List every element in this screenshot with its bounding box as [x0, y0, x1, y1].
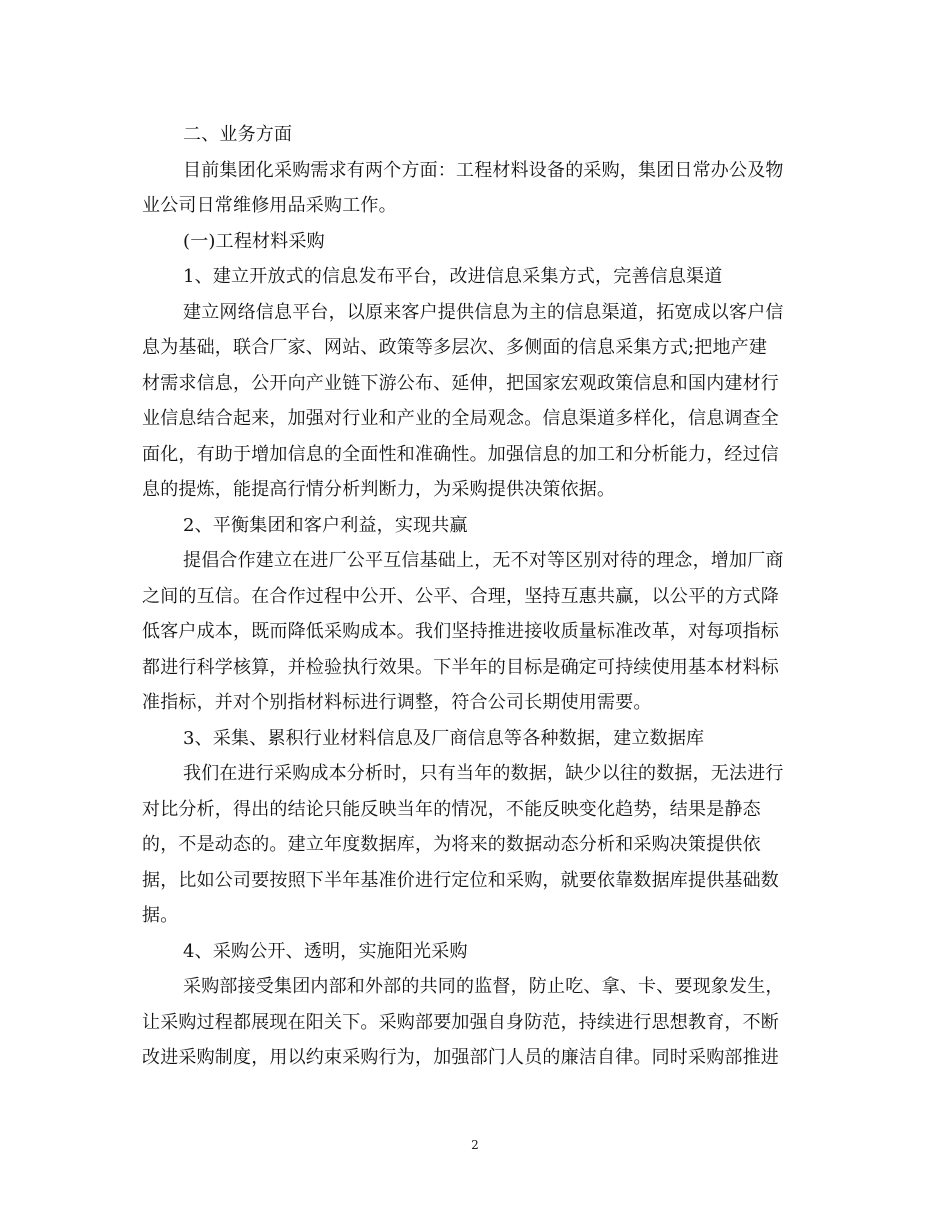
paragraph-line: 息为基础，联合厂家、网站、政策等多层次、多侧面的信息采集方式;把地产建: [142, 337, 768, 358]
item-heading: 3、采集、累积行业材料信息及厂商信息等各种数据，建立数据库: [183, 727, 705, 749]
paragraph-line: 改进采购制度，用以约束采购行为，加强部门人员的廉洁自律。同时采购部推进: [142, 1047, 779, 1068]
paragraph-line: 目前集团化采购需求有两个方面：工程材料设备的采购，集团日常办公及物: [183, 159, 784, 181]
item-heading: 1、建立开放式的信息发布平台，改进信息采集方式，完善信息渠道: [183, 266, 723, 287]
paragraph-line: 都进行科学核算，并检验执行效果。下半年的目标是确定可持续使用基本材料标: [142, 656, 779, 678]
subsection-heading: (一)工程材料采购: [183, 230, 325, 252]
page-number: 2: [471, 1138, 479, 1152]
paragraph-line: 之间的互信。在合作过程中公开、公平、合理，坚持互惠共赢，以公平的方式降: [142, 585, 779, 607]
paragraph-line: 提倡合作建立在进厂公平互信基础上，无不对等区别对待的理念，增加厂商: [183, 550, 784, 571]
item-heading: 2、平衡集团和客户利益，实现共赢: [183, 514, 468, 536]
paragraph-line: 低客户成本，既而降低采购成本。我们坚持推进接收质量标准改革，对每项指标: [142, 621, 779, 642]
paragraph-line: 让采购过程都展现在阳关下。采购部要加强自身防范，持续进行思想教育，不断: [142, 1011, 779, 1033]
paragraph-line: 的，不是动态的。建立年度数据库，为将来的数据动态分析和采购决策提供依: [142, 834, 761, 855]
document-body: [142, 117, 822, 1076]
paragraph-line: 业公司日常维修用品采购工作。: [142, 195, 397, 216]
paragraph-line: 面化，有助于增加信息的全面性和准确性。加强信息的加工和分析能力，经过信: [142, 443, 779, 465]
paragraph-line: 材需求信息，公开向产业链下游公布、延伸，把国家宏观政策信息和国内建材行: [142, 372, 779, 394]
paragraph-line: 建立网络信息平台，以原来客户提供信息为主的信息渠道，拓宽成以客户信: [183, 301, 784, 323]
paragraph-line: 业信息结合起来，加强对行业和产业的全局观念。信息渠道多样化，信息调查全: [142, 408, 779, 429]
paragraph-line: 息的提炼，能提高行情分析判断力，为采购提供决策依据。: [142, 479, 616, 500]
paragraph-line: 据，比如公司要按照下半年基准价进行定位和采购，就要依靠数据库提供基础数: [142, 869, 779, 891]
paragraph-line: 对比分析，得出的结论只能反映当年的情况，不能反映变化趋势，结果是静态: [142, 798, 761, 820]
paragraph-line: 采购部接受集团内部和外部的共同的监督，防止吃、拿、卡、要现象发生，: [183, 976, 784, 997]
paragraph-line: 准指标，并对个别指材料标进行调整，符合公司长期使用需要。: [142, 692, 652, 713]
paragraph-line: 我们在进行采购成本分析时，只有当年的数据，缺少以往的数据，无法进行: [183, 763, 784, 784]
section-heading: 二、业务方面: [183, 124, 293, 145]
paragraph-line: 据。: [142, 905, 179, 926]
item-heading: 4、采购公开、透明，实施阳光采购: [183, 940, 468, 962]
